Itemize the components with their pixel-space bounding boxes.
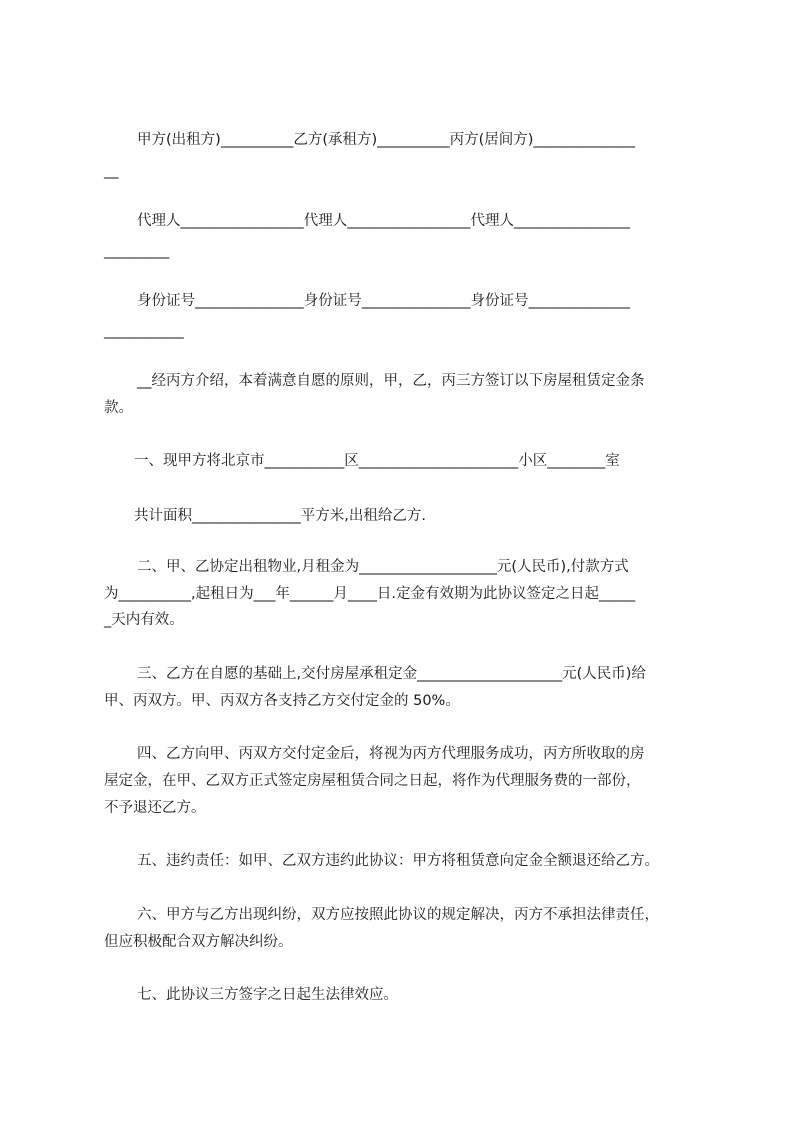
parties-line: 甲方(出租方)__________乙方(承租方)__________丙方(居间方)______________	[137, 132, 635, 148]
id-number-line: 身份证号_______________身份证号_______________身份证号______________	[137, 293, 630, 309]
clause-3-line-2: 甲、丙双方。甲、丙双方各支持乙方交付定金的 50%。	[104, 693, 460, 709]
clause-1-line-1: 一、现甲方将北京市___________区______________________小区________室	[134, 453, 620, 469]
id-number-line-continued: ___________	[104, 323, 184, 339]
clause-2-line-1: 二、甲、乙协定出租物业,月租金为___________________元(人民币),付款方式	[137, 559, 629, 575]
intro-paragraph-line-2: 款。	[104, 400, 133, 416]
agents-line-continued: _________	[104, 243, 170, 259]
clause-6-line-1: 六、甲方与乙方出现纠纷，双方应按照此协议的规定解决，丙方不承担法律责任，	[137, 907, 659, 923]
clause-2-line-2: 为__________,起租日为___年______月____日.定金有效期为此协议签定之日起_____	[104, 586, 636, 602]
parties-line-continued: __	[104, 163, 119, 179]
clause-3-line-1: 三、乙方在自愿的基础上,交付房屋承租定金____________________元(人民币)给	[137, 666, 646, 682]
clause-4-line-1: 四、乙方向甲、丙双方交付定金后，将视为丙方代理服务成功，丙方所收取的房	[137, 746, 645, 762]
intro-paragraph-line-1: __经丙方介绍，本着满意自愿的原则，甲，乙，丙三方签订以下房屋租赁定金条	[137, 373, 645, 389]
clause-1-line-2: 共计面积_______________平方米,出租给乙方.	[134, 508, 426, 524]
agents-line: 代理人_________________代理人_________________代理人________________	[137, 213, 630, 229]
clause-4-line-2: 屋定金，在甲、乙双方正式签定房屋租赁合同之日起，将作为代理服务费的一部份，	[104, 773, 641, 789]
clause-5-line-1: 五、违约责任：如甲、乙双方违约此协议：甲方将租赁意向定金全额退还给乙方。	[137, 853, 659, 869]
clause-6-line-2: 但应积极配合双方解决纠纷。	[104, 934, 293, 950]
clause-7-line-1: 七、此协议三方签字之日起生法律效应。	[137, 987, 398, 1003]
clause-4-line-3: 不予退还乙方。	[104, 800, 206, 816]
clause-2-line-3: _天内有效。	[104, 612, 184, 628]
